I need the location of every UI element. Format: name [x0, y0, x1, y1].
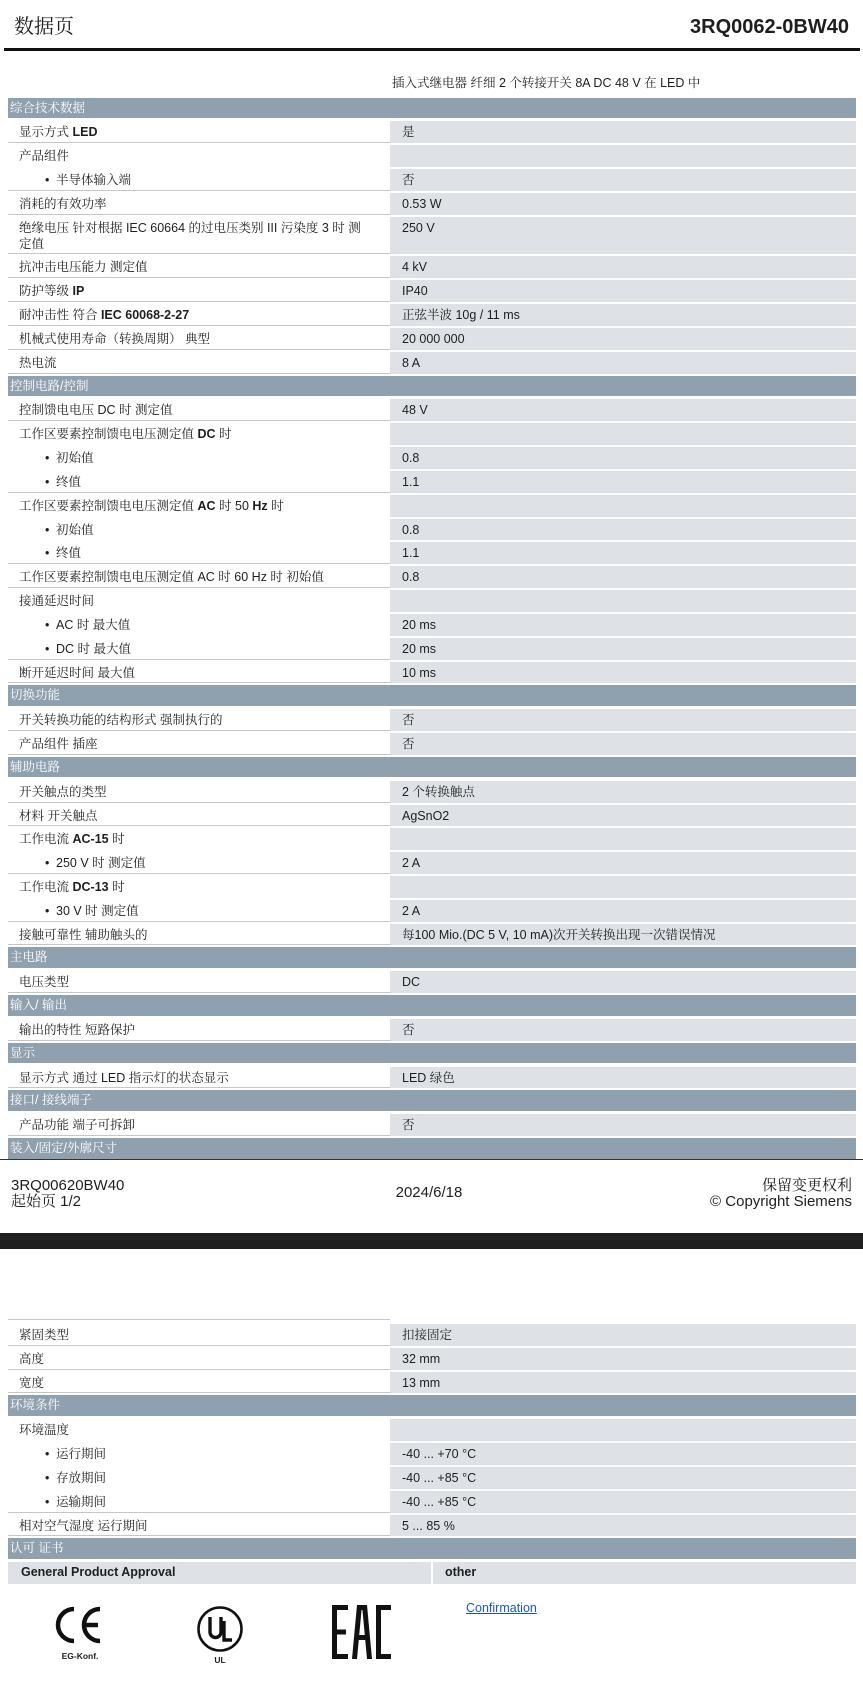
- spec-label-part: 抗冲击电压能力 测定值: [19, 260, 148, 275]
- spec-subrow: [8, 638, 856, 660]
- spec-value: 否: [390, 733, 856, 755]
- spec-value: AgSnO2: [390, 805, 856, 827]
- spec-subrow: [8, 1491, 856, 1513]
- spec-label: [8, 495, 390, 517]
- spec-row: [8, 1067, 856, 1089]
- spec-row: [8, 709, 856, 731]
- spec-label-part: 控制馈电电压 DC 时 测定值: [19, 403, 173, 418]
- spec-value: -40 ... +70 °C: [390, 1443, 856, 1465]
- spec-value: 是: [390, 121, 856, 143]
- spec-label: [8, 519, 390, 541]
- footer-left: [11, 1178, 124, 1210]
- spec-label-part: AC 时 最大值: [56, 617, 131, 632]
- spec-row: [8, 280, 856, 302]
- spec-value: 8 A: [390, 352, 856, 374]
- spec-row: [8, 399, 856, 421]
- spec-label-part: 环境温度: [19, 1423, 70, 1438]
- article-number: 3RQ0062-0BW40: [690, 16, 849, 38]
- spec-row: [8, 121, 856, 143]
- spec-value: 5 ... 85 %: [390, 1515, 856, 1537]
- spec-row: [8, 590, 856, 612]
- spec-row: [8, 828, 856, 850]
- spec-label-part: 绝缘电压 针对根据 IEC 60664 的过电压类别 III 污染度 3 时 测定值: [19, 220, 361, 251]
- spec-row: [8, 1372, 856, 1394]
- spec-label-part: 运输期间: [56, 1494, 107, 1509]
- spec-label-part: DC: [197, 427, 216, 442]
- spec-value: 250 V: [390, 217, 856, 255]
- spec-label-part: 运行期间: [56, 1447, 107, 1462]
- spec-row: [8, 1348, 856, 1370]
- spec-value: [390, 423, 856, 445]
- spec-label: [8, 169, 390, 191]
- eac-mark-icon: [332, 1605, 391, 1659]
- spec-label: [8, 566, 390, 588]
- spec-label-part: 开关触点的类型: [19, 784, 107, 799]
- bullet-icon: [45, 545, 49, 561]
- spec-value: 扣接固定: [390, 1324, 856, 1346]
- spec-value: 1.1: [390, 471, 856, 493]
- spec-label-part: 250 V 时 测定值: [56, 856, 146, 871]
- spec-label: [8, 1419, 390, 1441]
- footer-page-info: 起始页 1/2: [11, 1193, 82, 1210]
- spec-subrow: [8, 1467, 856, 1489]
- spec-row: [8, 1419, 856, 1441]
- spec-label: [8, 876, 390, 898]
- spec-label-part: 耐冲击性 符合: [19, 308, 101, 323]
- bullet-icon: [45, 450, 49, 466]
- spec-label: [8, 542, 390, 564]
- spec-label: [8, 1443, 390, 1465]
- spec-label: [8, 1324, 390, 1346]
- section-header: 综合技术数据: [8, 98, 856, 119]
- spec-label: [8, 121, 390, 143]
- spec-label: [8, 193, 390, 215]
- spec-label-part: 工作电流: [19, 832, 73, 847]
- spec-label-part: DC 时 最大值: [56, 641, 132, 656]
- ce-mark-caption: EG-Konf.: [61, 1651, 99, 1661]
- spec-label: [8, 733, 390, 755]
- spec-label-part: 存放期间: [56, 1470, 107, 1485]
- spec-row: [8, 495, 856, 517]
- spec-label: [8, 1067, 390, 1089]
- spec-label: [8, 256, 390, 278]
- spec-label: [8, 447, 390, 469]
- footer-divider: [0, 1159, 863, 1160]
- bullet-icon: [45, 522, 49, 538]
- spec-label: [8, 614, 390, 636]
- spec-value: 10 ms: [390, 662, 856, 684]
- spec-label-part: LED: [72, 125, 98, 140]
- spec-row: [8, 193, 856, 215]
- spec-label-part: 宽度: [19, 1375, 45, 1390]
- spec-label: [8, 280, 390, 302]
- section-header: 接口/ 接线端子: [8, 1090, 856, 1111]
- spec-label: [8, 852, 390, 874]
- spec-row: [8, 217, 856, 255]
- table-top-border: [8, 1319, 390, 1320]
- spec-label: [8, 1515, 390, 1537]
- bullet-icon: [45, 1446, 49, 1462]
- spec-label-part: 工作区要素控制馈电电压测定值: [19, 498, 198, 513]
- spec-row: [8, 1515, 856, 1537]
- spec-label: [8, 423, 390, 445]
- spec-label-part: 电压类型: [19, 975, 70, 990]
- approval-col-other: other: [433, 1562, 856, 1584]
- bullet-icon: [45, 855, 49, 871]
- spec-label-part: 工作区要素控制馈电电压测定值: [19, 427, 198, 442]
- spec-value: 20 ms: [390, 638, 856, 660]
- spec-row: [8, 145, 856, 167]
- spec-value: 2 个转换触点: [390, 781, 856, 803]
- spec-subrow: [8, 471, 856, 493]
- spec-row: [8, 256, 856, 278]
- spec-value: -40 ... +85 °C: [390, 1491, 856, 1513]
- spec-label-part: 热电流: [19, 355, 57, 370]
- page-title: 数据页: [14, 16, 74, 38]
- spec-label-part: 消耗的有效功率: [19, 196, 107, 211]
- spec-value: 正弦半波 10g / 11 ms: [390, 304, 856, 326]
- spec-label: [8, 1372, 390, 1394]
- spec-label-part: 材料 开关触点: [19, 808, 98, 823]
- ul-mark-icon: [196, 1605, 244, 1653]
- spec-value: 0.8: [390, 519, 856, 541]
- spec-label: [8, 1491, 390, 1513]
- spec-label-part: 紧固类型: [19, 1328, 70, 1342]
- spec-value: 否: [390, 169, 856, 191]
- spec-value: 否: [390, 709, 856, 731]
- spec-row: [8, 328, 856, 350]
- spec-label-part: 时: [108, 832, 125, 847]
- spec-label-part: 显示方式: [19, 125, 73, 140]
- spec-label: [8, 924, 390, 946]
- spec-value: 32 mm: [390, 1348, 856, 1370]
- spec-label-part: 半导体输入端: [56, 172, 132, 187]
- spec-label: [8, 328, 390, 350]
- spec-label: [8, 1348, 390, 1370]
- bullet-icon: [45, 172, 49, 188]
- spec-subrow: [8, 900, 856, 922]
- bullet-icon: [45, 1494, 49, 1510]
- spec-label-part: 产品组件: [19, 149, 70, 164]
- spec-label: [8, 304, 390, 326]
- spec-value: [390, 495, 856, 517]
- spec-row: [8, 1324, 856, 1346]
- section-header: 控制电路/控制: [8, 376, 856, 397]
- spec-label-part: 工作区要素控制馈电电压测定值 AC 时 60 Hz 时 初始值: [19, 570, 324, 585]
- spec-label-part: 高度: [19, 1351, 45, 1366]
- approval-col-general: General Product Approval: [8, 1562, 431, 1584]
- spec-label: [8, 828, 390, 850]
- spec-table-page-1: [8, 98, 856, 1160]
- spec-row: [8, 971, 856, 993]
- spec-row: [8, 1114, 856, 1136]
- spec-table-page-2: [8, 1324, 856, 1584]
- spec-label-part: IEC 60068-2-27: [100, 308, 190, 323]
- spec-label-part: 初始值: [56, 451, 94, 466]
- bullet-icon: [45, 474, 49, 490]
- spec-row: [8, 733, 856, 755]
- spec-value: 0.8: [390, 566, 856, 588]
- spec-label: [8, 471, 390, 493]
- spec-label: [8, 217, 390, 255]
- spec-label-part: 工作电流: [19, 880, 73, 894]
- spec-value: -40 ... +85 °C: [390, 1467, 856, 1489]
- spec-label-part: 防护等级: [19, 284, 73, 299]
- spec-value: [390, 145, 856, 167]
- spec-label: [8, 805, 390, 827]
- spec-label-part: 开关转换功能的结构形式 强制执行的: [19, 713, 223, 728]
- spec-label-part: DC-13: [72, 880, 109, 894]
- spec-label-part: 接触可靠性 辅助触头的: [19, 927, 148, 942]
- spec-row: [8, 1019, 856, 1041]
- spec-rows-page-2: [8, 1324, 856, 1559]
- spec-label: [8, 1019, 390, 1041]
- spec-subrow: [8, 519, 856, 541]
- section-header: 环境条件: [8, 1395, 856, 1416]
- spec-subrow: [8, 542, 856, 564]
- spec-subrow: [8, 169, 856, 191]
- spec-label-part: 时: [108, 880, 125, 894]
- spec-value: [390, 828, 856, 850]
- page-separator: [0, 1233, 863, 1249]
- spec-label-part: IP: [72, 284, 85, 299]
- spec-row: [8, 876, 856, 898]
- spec-label: [8, 590, 390, 612]
- section-header: 辅助电路: [8, 757, 856, 778]
- spec-label: [8, 709, 390, 731]
- spec-row: [8, 352, 856, 374]
- spec-value: 13 mm: [390, 1372, 856, 1394]
- spec-row: [8, 662, 856, 684]
- spec-row: [8, 566, 856, 588]
- spec-value: 2 A: [390, 900, 856, 922]
- spec-label-part: 产品组件 插座: [19, 737, 98, 752]
- spec-label-part: 时 50: [215, 498, 253, 513]
- spec-value: DC: [390, 971, 856, 993]
- spec-subrow: [8, 852, 856, 874]
- spec-value: 20 ms: [390, 614, 856, 636]
- spec-value: IP40: [390, 280, 856, 302]
- spec-subrow: [8, 1443, 856, 1465]
- spec-label-part: 时: [215, 427, 232, 442]
- footer-rights: 保留变更权利: [761, 1177, 852, 1194]
- spec-label: [8, 662, 390, 684]
- spec-value: 48 V: [390, 399, 856, 421]
- ce-mark-icon: [55, 1606, 103, 1644]
- spec-value: 0.53 W: [390, 193, 856, 215]
- spec-row: [8, 924, 856, 946]
- spec-label: [8, 399, 390, 421]
- spec-label-part: 初始值: [56, 522, 94, 537]
- section-header: 认可 证书: [8, 1538, 856, 1559]
- spec-value: 否: [390, 1114, 856, 1136]
- spec-label-part: 30 V 时 测定值: [56, 903, 139, 918]
- bullet-icon: [45, 903, 49, 919]
- spec-label: [8, 900, 390, 922]
- spec-label: [8, 781, 390, 803]
- section-header: 显示: [8, 1043, 856, 1064]
- spec-label: [8, 638, 390, 660]
- spec-row: [8, 423, 856, 445]
- spec-label-part: 终值: [56, 546, 82, 561]
- spec-value: 20 000 000: [390, 328, 856, 350]
- spec-label-part: AC: [197, 498, 216, 513]
- approvals-table-header: [8, 1562, 856, 1584]
- spec-value: 每100 Mio.(DC 5 V, 10 mA)次开关转换出现一次错误情况: [390, 924, 856, 946]
- section-header: 装入/固定/外廓尺寸: [8, 1138, 856, 1159]
- spec-label-part: 接通延迟时间: [19, 594, 95, 609]
- spec-value: LED 绿色: [390, 1067, 856, 1089]
- spec-value: 2 A: [390, 852, 856, 874]
- bullet-icon: [45, 641, 49, 657]
- bullet-icon: [45, 617, 49, 633]
- footer-right: [710, 1178, 852, 1210]
- product-description: 插入式继电器 纤细 2 个转接开关 8A DC 48 V 在 LED 中: [392, 76, 701, 90]
- spec-subrow: [8, 447, 856, 469]
- footer-copyright: © Copyright Siemens: [710, 1193, 852, 1210]
- confirmation-link[interactable]: Confirmation: [466, 1601, 537, 1615]
- spec-value: [390, 590, 856, 612]
- spec-value: [390, 876, 856, 898]
- ul-mark-caption: UL: [214, 1655, 226, 1665]
- spec-label-part: 断开延迟时间 最大值: [19, 665, 135, 680]
- footer-article-code: 3RQ00620BW40: [11, 1177, 125, 1194]
- section-header: 切换功能: [8, 685, 856, 706]
- spec-label-part: 产品功能 端子可拆卸: [19, 1118, 135, 1133]
- spec-label: [8, 971, 390, 993]
- spec-row: [8, 304, 856, 326]
- bullet-icon: [45, 1470, 49, 1486]
- spec-label-part: Hz: [252, 498, 268, 513]
- spec-label: [8, 1114, 390, 1136]
- spec-label-part: 显示方式 通过 LED 指示灯的状态显示: [19, 1070, 229, 1085]
- spec-label-part: 机械式使用寿命（转换周期） 典型: [19, 331, 210, 346]
- spec-label-part: AC-15: [72, 832, 109, 847]
- spec-label-part: 时: [267, 498, 284, 513]
- spec-value: 0.8: [390, 447, 856, 469]
- spec-label: [8, 1467, 390, 1489]
- section-header: 主电路: [8, 947, 856, 968]
- spec-label-part: 相对空气湿度 运行期间: [19, 1518, 148, 1533]
- spec-value: 否: [390, 1019, 856, 1041]
- spec-subrow: [8, 614, 856, 636]
- spec-value: 1.1: [390, 542, 856, 564]
- spec-row: [8, 781, 856, 803]
- footer-date: 2024/6/18: [395, 1184, 463, 1201]
- spec-label-part: 输出的特性 短路保护: [19, 1022, 135, 1037]
- header-divider: [4, 48, 860, 51]
- spec-value: [390, 1419, 856, 1441]
- spec-label-part: 终值: [56, 474, 82, 489]
- spec-label: [8, 352, 390, 374]
- spec-row: [8, 805, 856, 827]
- spec-value: 4 kV: [390, 256, 856, 278]
- section-header: 输入/ 输出: [8, 995, 856, 1016]
- spec-label: [8, 145, 390, 167]
